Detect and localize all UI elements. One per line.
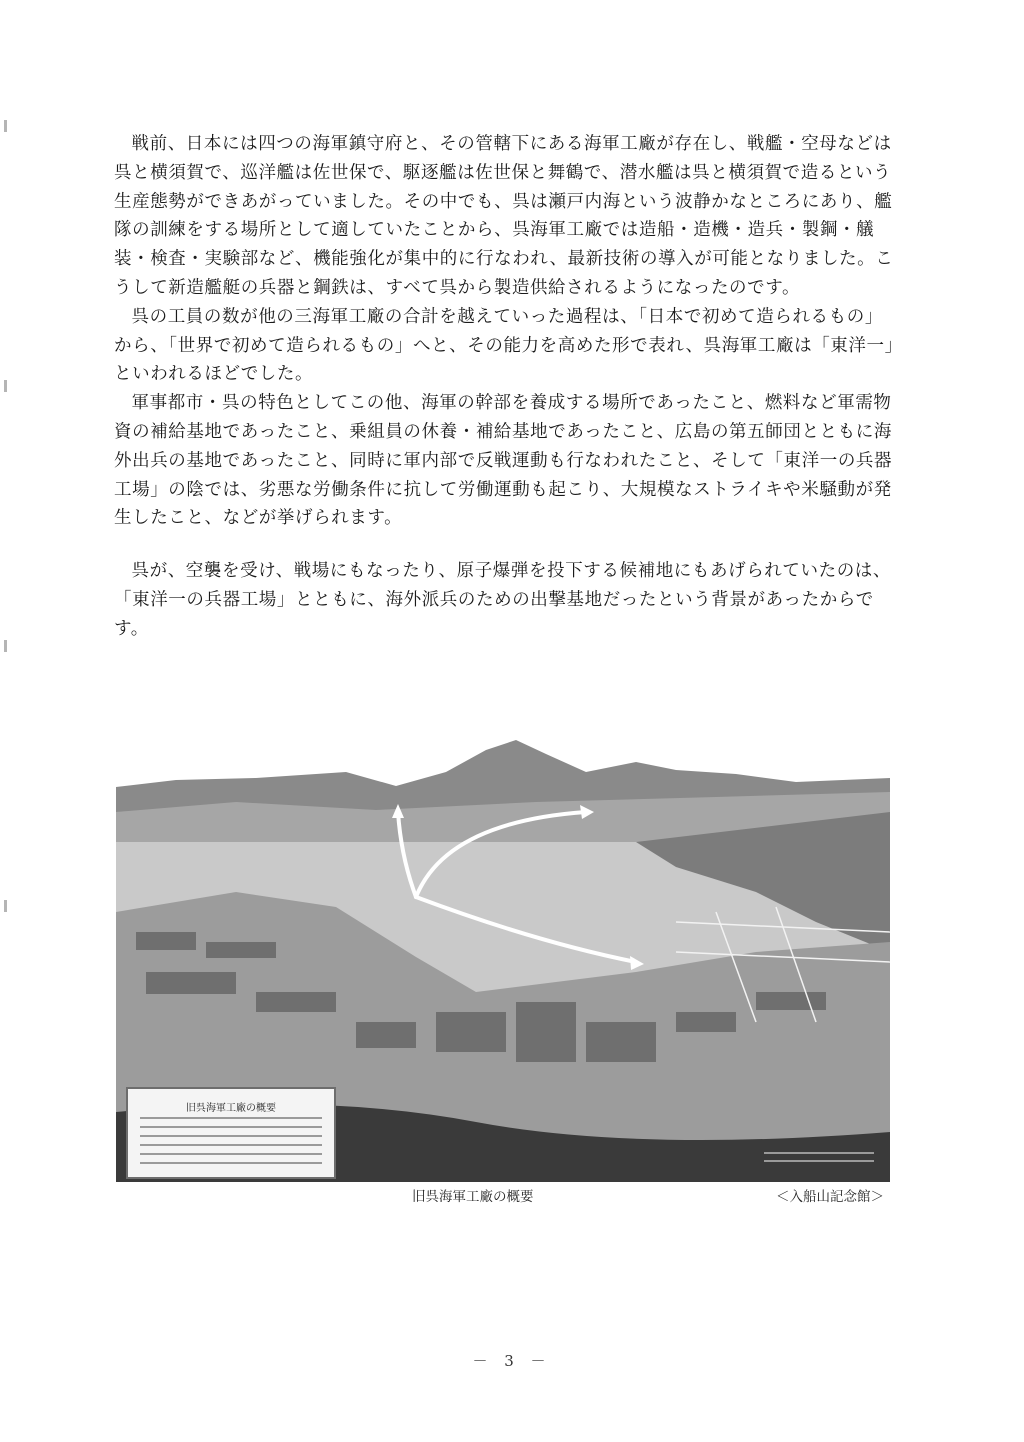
binding-mark — [4, 900, 7, 912]
paragraph: 戦前、日本には四つの海軍鎮守府と、その管轄下にある海軍工廠が存在し、戦艦・空母などは呉と横須賀で、巡洋艦は佐世保で、駆逐艦は佐世保と舞鶴で、潜水艦は呉と横須賀で造るという生産態勢ができあがっていました。その中でも、呉は瀬戸内海という波静かなところにあり、艦隊の訓練をする場所として適していたことから、呉海軍工廠では造船・造機・造兵・製鋼・艤装・検査・実験部など、機能強化が集中的に行なわれ、最新技術の導入が可能となりました。こうして新造艦艇の兵器と鋼鉄は、すべて呉から製造供給されるようになったのです。 — [114, 134, 894, 298]
harbor-illustration — [116, 692, 890, 1182]
illustration-credit — [764, 1152, 874, 1168]
binding-mark — [4, 120, 7, 132]
figure-caption: 旧呉海軍工廠の概要 — [412, 1189, 534, 1205]
legend-box — [126, 1087, 336, 1179]
binding-mark — [4, 640, 7, 652]
figure-source: ＜入船山記念館＞ — [776, 1189, 884, 1205]
paragraph: 呉が、空襲を受け、戦場にもなったり、原子爆弾を投下する候補地にもあげられていたのは、「東洋一の兵器工場」とともに、海外派兵のための出撃基地だったという背景があったからです。 — [114, 561, 891, 639]
binding-mark — [4, 380, 7, 392]
paragraph: 軍事都市・呉の特色としてこの他、海軍の幹部を養成する場所であったこと、燃料など軍需物資の補給基地であったこと、乗組員の休養・補給基地であったこと、広島の第五師団とともに海外出兵の基地であったこと、同時に軍内部で反戦運動も行なわれたこと、そして「東洋一の兵器工場」の陰では、劣悪な労働条件に抗して労働運動も起こり、大規模なストライキや米騒動が発生したこと、などが挙げられます。 — [114, 393, 893, 529]
legend-title: 旧呉海軍工廠の概要 — [186, 1103, 276, 1114]
paragraph: 呉の工員の数が他の三海軍工廠の合計を越えていった過程は、「日本で初めて造られるもの」から、「世界で初めて造られるもの」へと、その能力を高めた形で表れ、呉海軍工廠は「東洋一」といわれるほどでした。 — [114, 306, 894, 385]
page-number: － 3 － — [472, 1352, 552, 1370]
body-text — [114, 130, 894, 644]
legend-text-lines — [140, 1117, 322, 1171]
